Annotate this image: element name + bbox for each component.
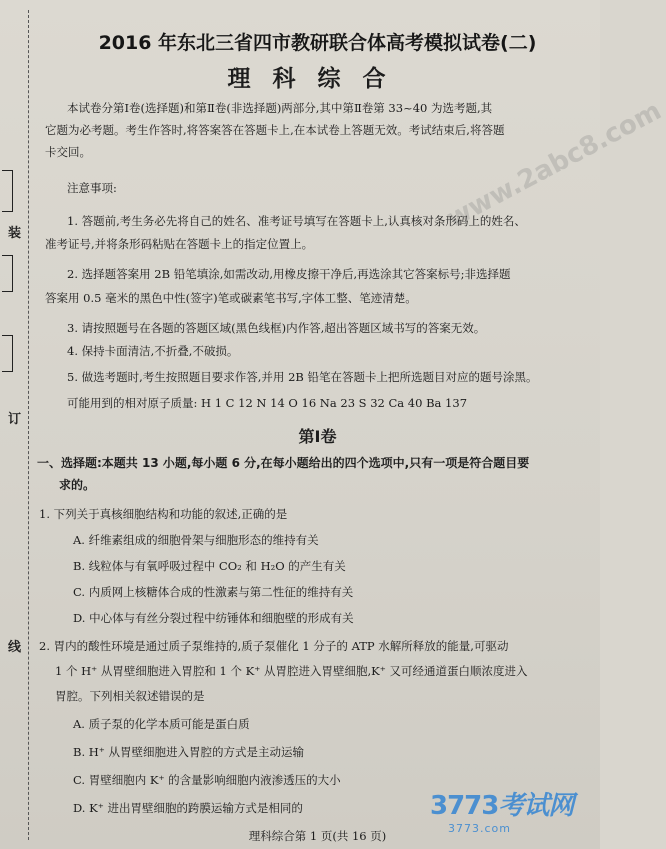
section-instruction-cont: 求的。 bbox=[59, 478, 96, 492]
logo-number: 3773 bbox=[430, 791, 499, 821]
question-stem: 1. 下列关于真核细胞结构和功能的叙述,正确的是 bbox=[39, 507, 288, 521]
section-instruction: 一、选择题:本题共 13 小题,每小题 6 分,在每小题给出的四个选项中,只有一项是符合题目要 bbox=[37, 456, 530, 470]
logo-url: 3773.com bbox=[448, 822, 511, 835]
note-item: 5. 做选考题时,考生按照题目要求作答,并用 2B 铅笔在答题卡上把所选题目对应的题号涂黑。 bbox=[67, 370, 538, 384]
intro-line: 本试卷分第Ⅰ卷(选择题)和第Ⅱ卷(非选择题)两部分,其中第Ⅱ卷第 33~40 为选考题,其 bbox=[67, 101, 493, 115]
binding-mark-ding: 订 bbox=[8, 412, 22, 427]
cut-line bbox=[28, 10, 29, 840]
option-d: D. K⁺ 进出胃壁细胞的跨膜运输方式是相同的 bbox=[73, 801, 303, 815]
intro-line: 卡交回。 bbox=[45, 145, 91, 159]
logo-text: 考试网 bbox=[498, 791, 574, 821]
question-stem-cont: 1 个 H⁺ 从胃壁细胞进入胃腔和 1 个 K⁺ 从胃腔进入胃壁细胞,K⁺ 又可经通道蛋白顺浓度进入 bbox=[55, 664, 528, 678]
page-footer: 理科综合第 1 页(共 16 页) bbox=[248, 829, 387, 843]
note-item: 2. 选择题答案用 2B 铅笔填涂,如需改动,用橡皮擦干净后,再选涂其它答案标号;非选择题 bbox=[67, 267, 511, 281]
section-title: 第Ⅰ卷 bbox=[298, 427, 337, 446]
binding-box bbox=[2, 170, 13, 212]
binding-mark-xian: 线 bbox=[8, 640, 22, 655]
question-stem-cont: 胃腔。下列相关叙述错误的是 bbox=[55, 689, 205, 703]
exam-title: 2016 年东北三省四市教研联合体高考模拟试卷(二) bbox=[98, 32, 537, 54]
option-c: C. 内质网上核糖体合成的性激素与第二性征的维持有关 bbox=[73, 585, 354, 599]
note-item-cont: 准考证号,并将条形码粘贴在答题卡上的指定位置上。 bbox=[45, 237, 314, 251]
question-stem: 2. 胃内的酸性环境是通过质子泵维持的,质子泵催化 1 分子的 ATP 水解所释放的能量,可驱动 bbox=[39, 639, 509, 653]
notes-heading: 注意事项: bbox=[67, 181, 117, 195]
note-item: 4. 保持卡面清洁,不折叠,不破损。 bbox=[67, 344, 239, 358]
option-a: A. 质子泵的化学本质可能是蛋白质 bbox=[73, 717, 250, 731]
option-d: D. 中心体与有丝分裂过程中纺锤体和细胞壁的形成有关 bbox=[73, 611, 354, 625]
binding-mark-zhuang: 装 bbox=[8, 226, 22, 241]
site-logo bbox=[430, 785, 590, 840]
watermark-text: www.2abc8.com bbox=[441, 95, 666, 235]
binding-box bbox=[2, 255, 13, 292]
note-item: 1. 答题前,考生务必先将自己的姓名、准考证号填写在答题卡上,认真核对条形码上的姓名、 bbox=[67, 214, 526, 228]
option-a: A. 纤维素组成的细胞骨架与细胞形态的维持有关 bbox=[73, 533, 319, 547]
binding-margin bbox=[0, 0, 36, 849]
exam-subject: 理科综合 bbox=[227, 66, 408, 92]
binding-box bbox=[2, 335, 13, 372]
atomic-mass-line: 可能用到的相对原子质量: H 1 C 12 N 14 O 16 Na 23 S 32 Ca 40 Ba 137 bbox=[67, 396, 468, 410]
intro-line: 它题为必考题。考生作答时,将答案答在答题卡上,在本试卷上答题无效。考试结束后,将答题 bbox=[45, 123, 505, 137]
note-item: 3. 请按照题号在各题的答题区域(黑色线框)内作答,超出答题区域书写的答案无效。 bbox=[67, 321, 486, 335]
option-b: B. 线粒体与有氧呼吸过程中 CO₂ 和 H₂O 的产生有关 bbox=[73, 559, 346, 573]
note-item-cont: 答案用 0.5 毫米的黑色中性(签字)笔或碳素笔书写,字体工整、笔迹清楚。 bbox=[45, 291, 417, 305]
option-b: B. H⁺ 从胃壁细胞进入胃腔的方式是主动运输 bbox=[73, 745, 305, 759]
option-c: C. 胃壁细胞内 K⁺ 的含量影响细胞内液渗透压的大小 bbox=[73, 773, 341, 787]
